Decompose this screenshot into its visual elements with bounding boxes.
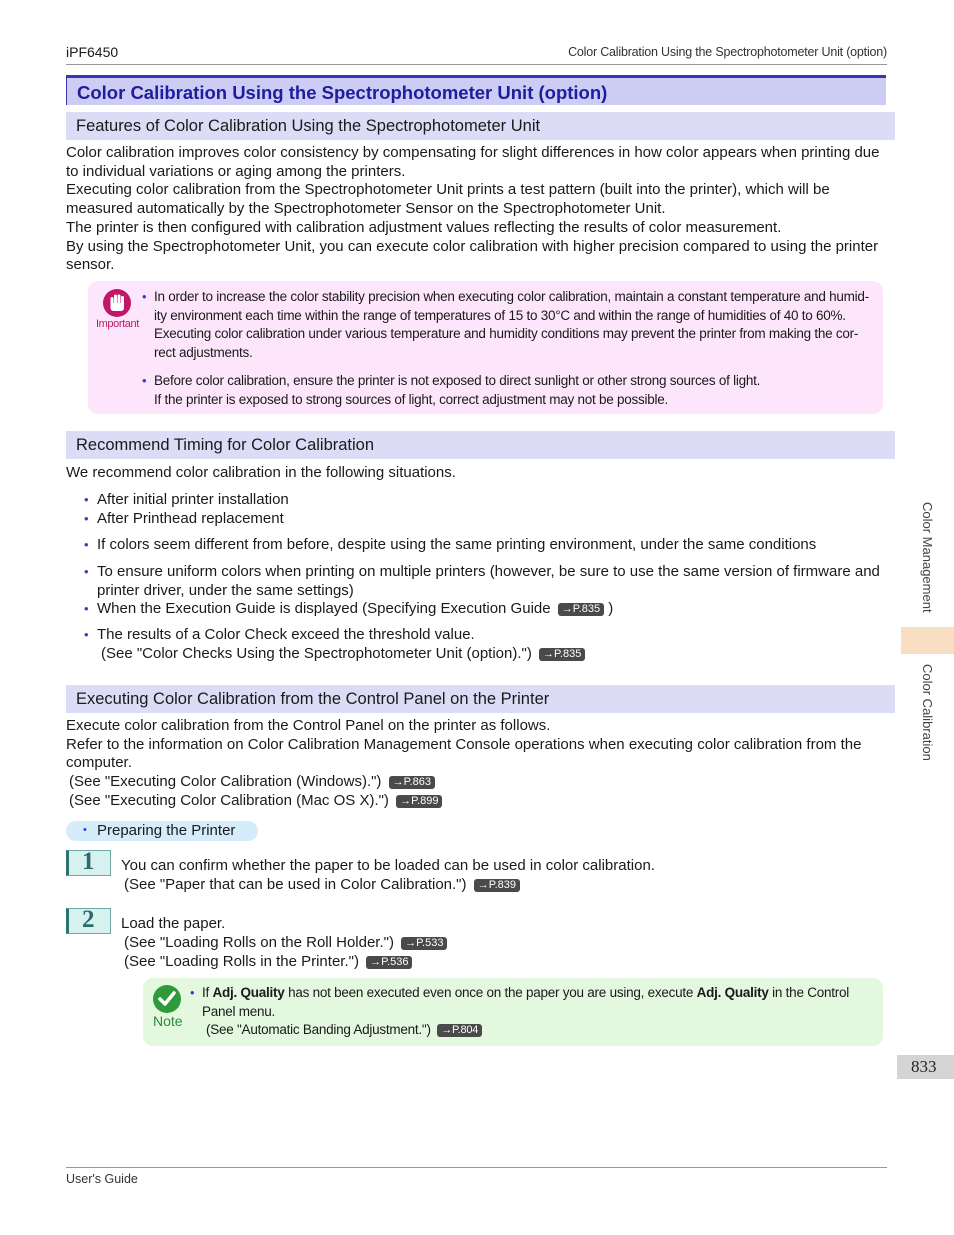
- header-model: iPF6450: [66, 44, 119, 60]
- page-ref-link[interactable]: →P.533: [401, 937, 447, 950]
- important-item-1: In order to increase the color stability precision when executing color calibration, maintain a constant temperature and humid- ity environment each time within the range of temperatures of 15 to 30°C and within the range of humidities of 40 to 60%. Executing color calibration under various temperature and humidity conditions may prevent the printer from making the cor- rect adjustments.: [154, 289, 869, 360]
- see-reference: (See "Color Checks Using the Spectrophotometer Unit (option).") →P.835: [101, 645, 585, 662]
- note-text: If Adj. Quality has not been executed even once on the paper you are using, execute Adj. Quality in the Control Panel menu. (See "Automatic Banding Adjustment.") →P.804: [202, 985, 849, 1038]
- page-ref-link[interactable]: →P.804: [437, 1024, 482, 1037]
- see-reference: (See "Paper that can be used in Color Calibration.") →P.839: [124, 876, 520, 893]
- see-reference: (See "Loading Rolls on the Roll Holder.") →P.533: [124, 934, 447, 951]
- footer-text: User's Guide: [66, 1172, 138, 1186]
- section-heading-timing: Recommend Timing for Color Calibration: [66, 431, 895, 459]
- note-box: [143, 978, 883, 1046]
- section-heading-features: Features of Color Calibration Using the Spectrophotometer Unit: [66, 112, 895, 140]
- paragraph: Color calibration improves color consistency by compensating for slight differences in how color appears when printing due to individual variations or aging among the printers.: [66, 144, 880, 180]
- page-title-bar: [66, 75, 886, 105]
- paragraph: The printer is then configured with calibration adjustment values reflecting the results of color measurement.: [66, 218, 782, 236]
- paragraph: Executing color calibration from the Spectrophotometer Unit prints a test pattern (built into the printer), which will be measured automatically by the Spectrophotometer Sensor on the Spectrophotometer Unit.: [66, 181, 830, 218]
- footer-divider: [66, 1167, 887, 1168]
- step-number-1: 1: [66, 850, 111, 876]
- page-ref-link[interactable]: →P.835: [558, 603, 604, 616]
- step-1-text: You can confirm whether the paper to be loaded can be used in color calibration.: [121, 857, 655, 874]
- page-ref-link[interactable]: →P.536: [366, 956, 412, 969]
- side-tab-color-management[interactable]: Color Management: [920, 502, 935, 613]
- timing-intro: We recommend color calibration in the following situations.: [66, 464, 456, 481]
- paragraph: Refer to the information on Color Calibration Management Console operations when executing color calibration from the computer.: [66, 735, 862, 772]
- check-mark-icon: [152, 984, 182, 1014]
- bullet: •: [142, 289, 147, 304]
- page-number-box: [897, 1055, 954, 1079]
- page-ref-link[interactable]: →P.835: [539, 648, 585, 661]
- side-tab-color-calibration[interactable]: Color Calibration: [920, 664, 935, 761]
- step-number-2: 2: [66, 908, 111, 934]
- page-ref-link[interactable]: →P.899: [396, 795, 442, 808]
- bullet: •: [190, 985, 195, 1000]
- page-title: Color Calibration Using the Spectrophotometer Unit (option): [77, 82, 608, 103]
- header-chapter: Color Calibration Using the Spectrophotometer Unit (option): [568, 45, 887, 59]
- note-label: Note: [153, 1013, 183, 1029]
- important-item-2: Before color calibration, ensure the printer is not exposed to direct sunlight or other strong sources of light. If the printer is exposed to strong sources of light, correct adjustment may not be possible.: [154, 373, 761, 407]
- important-box: [88, 281, 883, 414]
- page-ref-link[interactable]: →P.839: [474, 879, 520, 892]
- see-reference: (See "Executing Color Calibration (Mac OS X).") →P.899: [69, 792, 442, 809]
- paragraph: By using the Spectrophotometer Unit, you can execute color calibration with higher precision compared to using the printer sensor.: [66, 237, 879, 274]
- preparing-heading: • Preparing the Printer: [66, 821, 258, 841]
- side-tab-highlight: [901, 627, 954, 654]
- step-2-text: Load the paper.: [121, 915, 226, 932]
- bullet: •: [83, 824, 87, 836]
- hand-stop-icon: [102, 288, 132, 318]
- features-body: [66, 144, 896, 275]
- see-reference: (See "Loading Rolls in the Printer.") →P.536: [124, 953, 412, 970]
- important-label: Important: [96, 318, 139, 330]
- section-heading-executing: Executing Color Calibration from the Control Panel on the Printer: [66, 685, 895, 713]
- executing-body: [66, 717, 896, 773]
- header-divider: [66, 64, 887, 65]
- page-number: 833: [911, 1057, 937, 1076]
- see-reference: (See "Executing Color Calibration (Windows).") →P.863: [69, 773, 435, 790]
- page-ref-link[interactable]: →P.863: [389, 776, 435, 789]
- paragraph: Execute color calibration from the Control Panel on the printer as follows.: [66, 717, 551, 734]
- bullet: •: [142, 373, 147, 388]
